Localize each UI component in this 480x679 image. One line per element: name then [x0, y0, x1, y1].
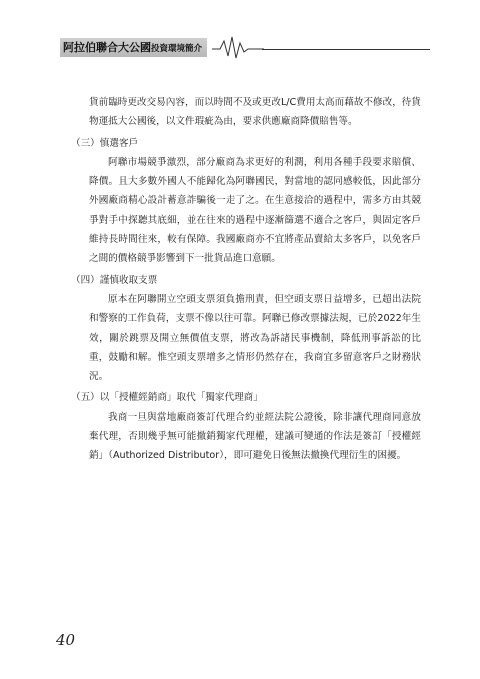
header-subtitle: 投資環境簡介: [151, 44, 203, 54]
section-heading: （五）以「授權經銷商」取代「獨家代理商」: [71, 392, 263, 404]
heartbeat-wave-icon: [212, 34, 264, 60]
header-rule: [262, 49, 430, 50]
page-header: [0, 38, 480, 64]
paragraph: 我商一旦與當地廠商簽訂代理合約並經法院公證後，除非讓代理商同意放棄代理，否則幾乎無可能撤銷獨家代理權，建議可變通的作法是簽訂「授權經銷」（Authorized Distributor），即可避免日後無法撤換代理衍生的困擾。: [89, 411, 421, 462]
paragraph: 阿聯市場競爭激烈，部分廠商為求更好的利潤，利用各種手段要求賠償、降價。且大多數外國人不能歸化為阿聯國民，對當地的認同感較低，因此部分外國廠商精心設計蓄意詐騙後一走了之。在生意接洽的過程中，需多方由其競爭對手中探聽其底細，並在往來的過程中逐漸篩選不適合之客戶，與固定客戶維持長時間往來，較有保障。我國廠商亦不宜將產品賣給太多客戶，以免客戶之間的價格競爭影響到下一批貨品進口意願。: [89, 156, 421, 265]
section-heading: （四）謹慎收取支票: [71, 274, 158, 286]
section-heading: （三）慎選客戶: [71, 137, 139, 149]
paragraph: 原本在阿聯開立空頭支票須負擔刑責，但空頭支票日益增多，已超出法院和警察的工作負荷，支票不像以往可靠。阿聯已修改票據法規，已於2022年生效，關於跳票及開立無價值支票，將改為訴諸民事機制，降低刑事訴訟的比重，鼓勵和解。惟空頭支票增多之情形仍然存在，我商宜多留意客戶之財務狀況。: [89, 293, 421, 383]
document-body: [71, 93, 421, 466]
paragraph: 貨前臨時更改交易內容，而以時間不及或更改L/C費用太高而藉故不修改，待貨物運抵大公國後，以文件瑕疵為由，要求供應廠商降價賠售等。: [89, 97, 421, 128]
page-number: 40: [56, 631, 76, 649]
header-title-box: [60, 38, 207, 57]
header-title: 阿拉伯聯合大公國: [63, 41, 151, 54]
